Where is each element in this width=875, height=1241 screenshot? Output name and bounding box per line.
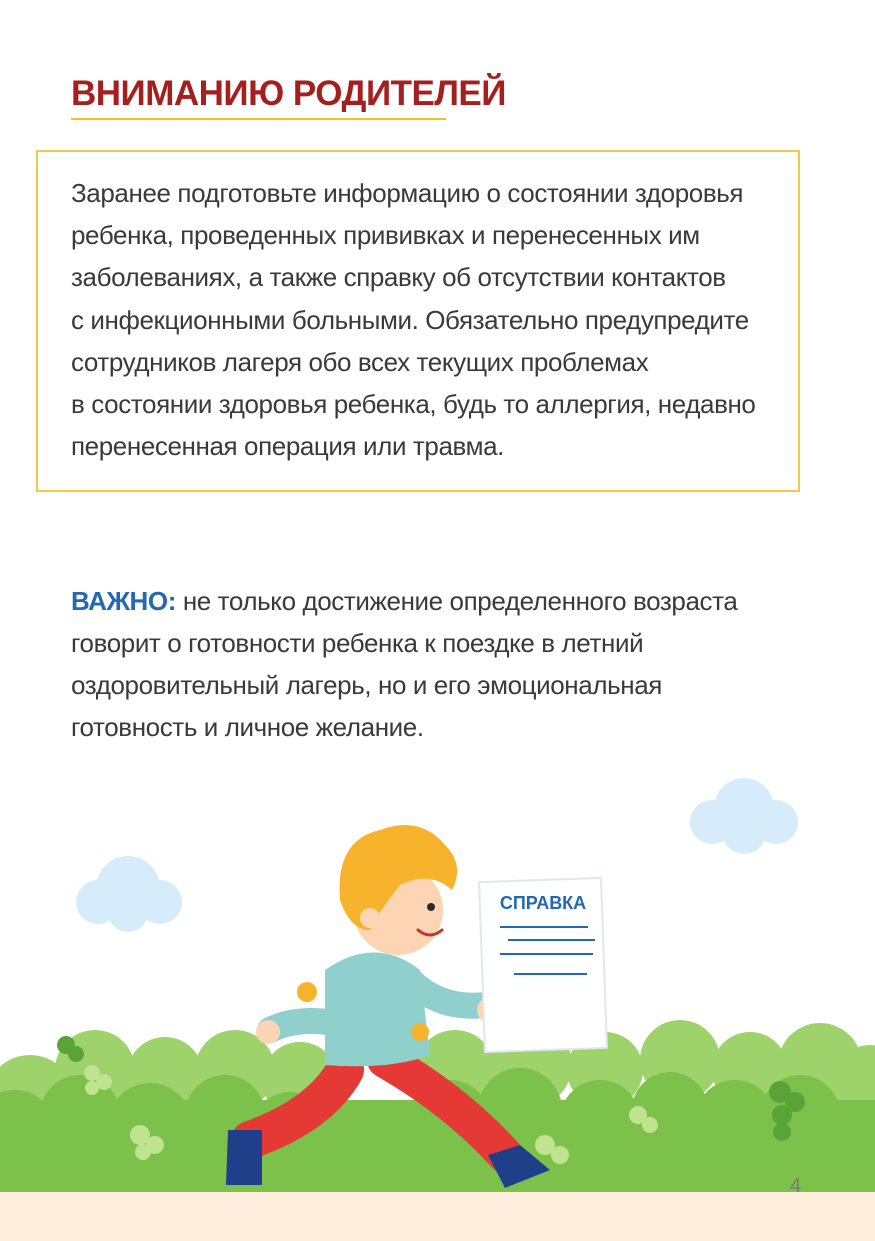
title-underline [71, 118, 446, 120]
notice-line: с инфекционными больными. Обязательно предупредите [71, 304, 749, 335]
important-paragraph [71, 580, 811, 748]
important-line: говорит о готовности ребенка к поездке в летний [71, 628, 644, 658]
document-title: СПРАВКА [499, 893, 587, 913]
important-line: готовность и личное желание. [71, 712, 424, 742]
cloud-right [690, 778, 798, 854]
important-label: ВАЖНО: [71, 586, 177, 616]
notice-line: сотрудников лагеря обо всех текущих проблемах [71, 346, 649, 377]
notice-line: заболеваниях, а также справку об отсутствии контактов [71, 262, 726, 293]
notice-line: перенесенная операция или травма. [71, 431, 505, 462]
page-title: ВНИМАНИЮ РОДИТЕЛЕЙ [71, 74, 506, 113]
cloud-left [76, 856, 182, 932]
boy-running-illustration [0, 770, 875, 1241]
important-line: оздоровительный лагерь, но и его эмоциональная [71, 670, 662, 700]
notice-paragraph [71, 172, 791, 467]
notice-line: в состоянии здоровья ребенка, будь то аллергия, недавно [71, 389, 756, 420]
important-line: не только достижение определенного возраста [176, 586, 738, 616]
notice-line: Заранее подготовьте информацию о состоянии здоровья [71, 178, 744, 208]
notice-line: ребенка, проведенных прививках и перенесенных им [71, 220, 700, 251]
page-number: 4 [790, 1175, 802, 1197]
